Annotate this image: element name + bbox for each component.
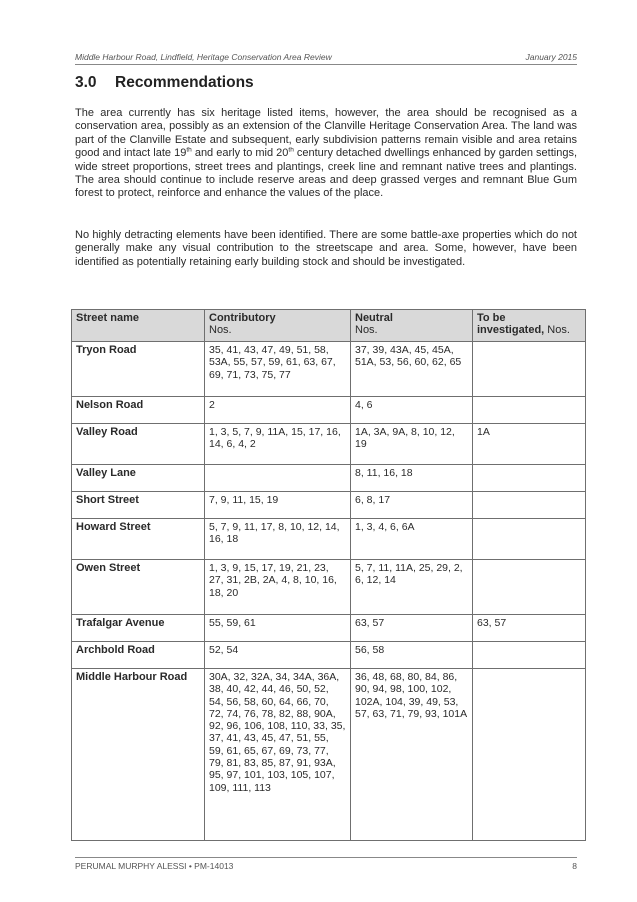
table-row (72, 560, 586, 615)
investigate-cell (473, 669, 586, 841)
contributory-cell: 35, 41, 43, 47, 49, 51, 58, 53A, 55, 57, 59, 61, 63, 67, 69, 71, 73, 75, 77 (205, 342, 351, 397)
neutral-cell: 4, 6 (351, 397, 473, 424)
header-street-name (72, 310, 205, 342)
contributory-cell: 2 (205, 397, 351, 424)
table-row (72, 642, 586, 669)
header-neutral (351, 310, 473, 342)
neutral-cell: 8, 11, 16, 18 (351, 465, 473, 492)
contributory-cell: 30A, 32, 32A, 34, 34A, 36A, 38, 40, 42, 44, 46, 50, 52, 54, 56, 58, 60, 64, 66, 70, 72, 74, 76, 78, 82, 88, 90A, 92, 96, 106, 108, 110, 33, 35, 37, 41, 43, 45, 47, 51, 55, 59, 61, 65, 67, 69, 73, 77, 79, 81, 83, 85, 87, 91, 93A, 95, 97, 101, 103, 105, 107, 109, 111, 113 (205, 669, 351, 841)
page-footer (75, 861, 577, 871)
contributory-cell (205, 465, 351, 492)
contributory-cell: 1, 3, 5, 7, 9, 11A, 15, 17, 16, 14, 6, 4, 2 (205, 424, 351, 465)
paragraph-recommendation (75, 107, 577, 201)
paragraph1-text-a: The area currently has six heritage listed items, however, the area should be recognised as a conservation area, possibly as an extension of the Clanville Heritage Conservation Area. The land was part of the Clanville Estate and subsequent, early subdivision patterns remain visible and area retains good and intact late 19 (75, 107, 577, 160)
header-neutral-label: Neutral (355, 312, 393, 324)
neutral-cell: 1A, 3A, 9A, 8, 10, 12, 19 (351, 424, 473, 465)
investigate-cell (473, 560, 586, 615)
paragraph1-text-c: century detached dwellings enhanced by garden settings, wide street proportions, street trees and plantings, creek line and remnant native trees and plantings. The area should continue to include reserve areas and deep grassed verges and remnant Blue Gum forest to protect, reinforce and enhance the values of the place. (75, 147, 577, 200)
header-divider (75, 64, 577, 65)
header-street-label: Street name (76, 312, 139, 324)
street-name-cell: Middle Harbour Road (72, 669, 205, 841)
table-row (72, 492, 586, 519)
investigate-cell (473, 519, 586, 560)
street-name-cell: Trafalgar Avenue (72, 615, 205, 642)
contributory-cell: 52, 54 (205, 642, 351, 669)
neutral-cell: 1, 3, 4, 6, 6A (351, 519, 473, 560)
section-number: 3.0 (75, 74, 97, 91)
investigate-cell (473, 465, 586, 492)
street-name-cell: Owen Street (72, 560, 205, 615)
neutral-cell: 56, 58 (351, 642, 473, 669)
neutral-cell: 37, 39, 43A, 45, 45A, 51A, 53, 56, 60, 62, 65 (351, 342, 473, 397)
section-heading (75, 74, 254, 92)
street-name-cell: Valley Lane (72, 465, 205, 492)
table-row (72, 615, 586, 642)
header-contributory (205, 310, 351, 342)
header-to-be-investigated (473, 310, 586, 342)
header-date: January 2015 (525, 52, 577, 62)
header-contributory-sub: Nos. (209, 324, 232, 337)
paragraph-detracting-elements: No highly detracting elements have been identified. There are some battle-axe properties which do not generally make any visual contribution to the streetscape and area. Some, however, have been identified as potentially retaining early building stock and should be investigated. (75, 229, 577, 268)
section-title: Recommendations (115, 74, 254, 91)
investigate-cell (473, 642, 586, 669)
page-header (75, 52, 577, 62)
header-contributory-label: Contributory (209, 312, 276, 324)
page-number: 8 (572, 861, 577, 871)
investigate-cell (473, 492, 586, 519)
footer-reference: PERUMAL MURPHY ALESSI • PM-14013 (75, 861, 234, 871)
header-investigate-label: investigated, (477, 324, 545, 337)
street-name-cell: Tryon Road (72, 342, 205, 397)
street-name-cell: Archbold Road (72, 642, 205, 669)
street-name-cell: Valley Road (72, 424, 205, 465)
investigate-cell: 1A (473, 424, 586, 465)
header-investigate-line1: To be (477, 312, 506, 324)
table-row (72, 424, 586, 465)
street-name-cell: Howard Street (72, 519, 205, 560)
neutral-cell: 63, 57 (351, 615, 473, 642)
neutral-cell: 5, 7, 11, 11A, 25, 29, 2, 6, 12, 14 (351, 560, 473, 615)
street-name-cell: Short Street (72, 492, 205, 519)
neutral-cell: 6, 8, 17 (351, 492, 473, 519)
header-neutral-sub: Nos. (355, 324, 378, 337)
table-row (72, 342, 586, 397)
contributory-cell: 7, 9, 11, 15, 19 (205, 492, 351, 519)
investigate-cell: 63, 57 (473, 615, 586, 642)
contributory-cell: 55, 59, 61 (205, 615, 351, 642)
table-row (72, 397, 586, 424)
street-name-cell: Nelson Road (72, 397, 205, 424)
paragraph1-text-b: and early to mid 20 (191, 147, 289, 160)
neutral-cell: 36, 48, 68, 80, 84, 86, 90, 94, 98, 100, 102, 102A, 104, 39, 49, 53, 57, 63, 71, 79, 93, 101A (351, 669, 473, 841)
street-table (71, 309, 586, 841)
contributory-cell: 5, 7, 9, 11, 17, 8, 10, 12, 14, 16, 18 (205, 519, 351, 560)
header-investigate-sub: Nos. (544, 324, 570, 337)
footer-divider (75, 857, 577, 858)
table-row (72, 465, 586, 492)
table-header-row (72, 310, 586, 342)
superscript-th-2: th (288, 146, 294, 154)
header-title: Middle Harbour Road, Lindfield, Heritage Conservation Area Review (75, 52, 332, 62)
table-row (72, 669, 586, 841)
table-row (72, 519, 586, 560)
investigate-cell (473, 342, 586, 397)
investigate-cell (473, 397, 586, 424)
contributory-cell: 1, 3, 9, 15, 17, 19, 21, 23, 27, 31, 2B, 2A, 4, 8, 10, 16, 18, 20 (205, 560, 351, 615)
table-body (72, 342, 586, 841)
superscript-th-1: th (186, 146, 192, 154)
